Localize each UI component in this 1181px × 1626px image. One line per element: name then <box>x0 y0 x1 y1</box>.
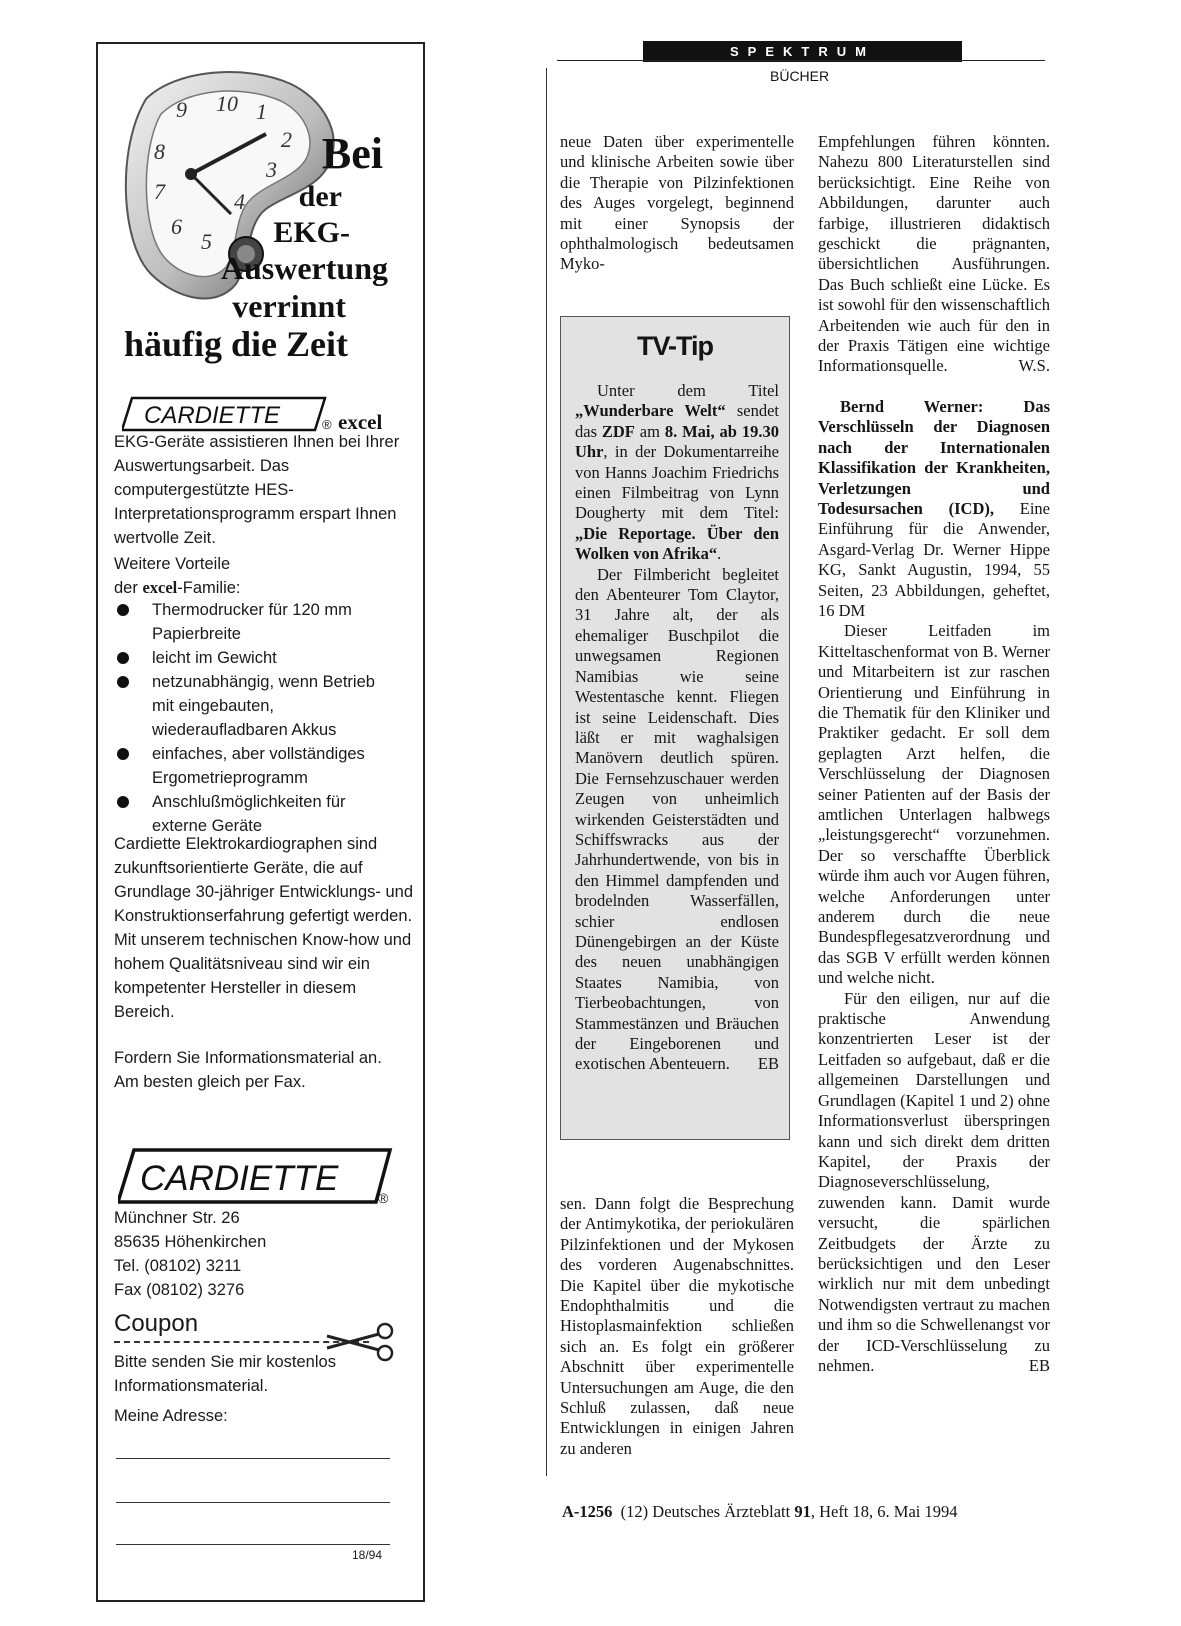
svg-text:5: 5 <box>201 229 212 254</box>
tv-tip-show-title: „Wunderbare Welt“ <box>575 401 726 421</box>
registered-mark-small: ® <box>322 417 332 432</box>
review-2-paragraph-1: Dieser Leitfaden im Kitteltaschenformat von B. Werner und Mitarbeitern ist zur raschen Orientierung und Einführung in die Thematik für den Kliniker und Praktiker gedacht. Er soll dem geplagten Arzt helfen, die Verschlüsselung der Diagnosen seiner Patienten auf der Basis der amtlichen Unterlagen halbwegs „leistungsgerecht“ vorzunehmen. Der so verschaffte Überblick würde ihm auch vor Augen führen, welche Anforderungen unter anderem durch die neue Bundespflegesatzverordnung und das SGB V erfüllt werden können und welche nicht. <box>818 621 1050 988</box>
journal-volume: 91 <box>794 1502 811 1521</box>
advantages-intro-line-2 <box>114 576 414 600</box>
book-title: Bernd Werner: Das Verschlüsseln der Diagnosen nach der Internationalen Klassifikation der Krankheiten, Verletzungen und Todesursachen (ICD), <box>818 396 1050 518</box>
feature-item: Thermodrucker für 120 mm Papierbreite <box>114 598 394 646</box>
tv-tip-paragraph-1 <box>575 381 779 565</box>
coupon-address-line[interactable] <box>116 1544 390 1545</box>
brand-name-large: CARDIETTE <box>140 1159 339 1198</box>
subsection-buecher: BÜCHER <box>770 68 830 84</box>
svg-text:1: 1 <box>256 99 267 124</box>
feature-list <box>114 598 394 838</box>
tv-tip-film-title: „Die Reportage. Über den Wolken von Afrika“ <box>575 523 779 564</box>
header-rule <box>557 60 1045 61</box>
issue-date: , Heft 18, 6. Mai 1994 <box>810 1502 958 1521</box>
coupon-address-label: Meine Adresse: <box>114 1407 228 1425</box>
svg-text:2: 2 <box>281 127 292 152</box>
advantages-intro-line-1: Weitere Vorteile <box>114 555 231 573</box>
review-2-signature: EB <box>1028 1355 1050 1375</box>
tv-tip-text: am <box>634 421 665 441</box>
tv-tip-text: . <box>717 544 722 564</box>
ad-code: 18/94 <box>352 1548 383 1562</box>
headline-line-3: EKG- <box>273 216 350 249</box>
svg-text:4: 4 <box>234 189 245 214</box>
company-text: Cardiette Elektrokardiographen sind zukunftsorientierte Geräte, die auf Grundlage 30-jähriger Entwicklungs- und Konstruktionserfahrung gefertigt werden. Mit unserem technischen Know-how und hohem Qualitätsniveau sind wir ein kompetenter Hersteller in diesem Bereich. <box>114 835 413 1021</box>
svg-text:9: 9 <box>176 97 187 122</box>
address-fax: Fax (08102) 3276 <box>114 1281 245 1299</box>
cardiette-logo-large <box>118 1146 393 1206</box>
svg-text:8: 8 <box>154 139 165 164</box>
column-2 <box>818 132 1050 1376</box>
column-divider <box>546 68 547 1476</box>
tv-tip-box <box>560 316 790 1140</box>
feature-item: Anschlußmöglichkeiten für externe Geräte <box>114 790 394 838</box>
tv-tip-text: sendet das <box>575 401 779 441</box>
feature-item: einfaches, aber vollständiges Ergometrieprogramm <box>114 742 394 790</box>
advantages-intro-excel: excel <box>142 578 178 597</box>
coupon-address-line[interactable] <box>116 1502 390 1503</box>
feature-item: leicht im Gewicht <box>114 646 394 670</box>
headline-line-2: der <box>298 180 342 213</box>
column-1-top-text: neue Daten über experimentelle und klinische Arbeiten sowie über die Therapie von Pilzinfektionen des Auges vorgelegt, beginnend mit einer Synopsis der ophthalmologisch bedeutsamen Myko- <box>560 132 794 274</box>
svg-text:3: 3 <box>266 157 277 182</box>
call-to-action: Fordern Sie Informationsmaterial an. Am besten gleich per Fax. <box>114 1049 382 1091</box>
address-city: 85635 Höhenkirchen <box>114 1233 267 1251</box>
journal-name: (12) Deutsches Ärzteblatt <box>620 1502 795 1521</box>
address-street: Münchner Str. 26 <box>114 1209 240 1227</box>
address-block <box>114 1206 404 1302</box>
page-footer <box>562 1502 957 1522</box>
review-1-end <box>818 132 1050 377</box>
advantages-intro <box>114 552 414 600</box>
tv-tip-text: Unter dem Titel <box>597 381 779 400</box>
review-1-signature: W.S. <box>1018 356 1050 376</box>
tv-tip-body <box>575 381 779 1075</box>
cardiette-logo-small <box>122 395 327 433</box>
coupon-title: Coupon <box>114 1310 199 1337</box>
coupon-text: Bitte senden Sie mir kostenlos Informationsmaterial. <box>114 1353 336 1395</box>
advantages-intro-suffix: -Familie: <box>177 579 241 597</box>
tv-tip-paragraph-2 <box>575 565 779 1075</box>
tv-tip-text: , in der Dokumentarreihe von Hanns Joachim Friedrichs einen Filmbeitrag von Lynn Dougherty mit dem Titel: <box>575 442 779 523</box>
review-2-text: Für den eiligen, nur auf die praktische Anwendung konzentrierten Leser ist der Leitfaden so aufgebaut, daß er die allgemeinen Darstellungen und Grundlagen (Kapitel 1 und 2) ohne Informationsverlust überspringen kann und sich direkt dem dritten Kapitel, der Praxis der Diagnoseverschlüsselung, zuwenden kann. Damit wurde versucht, die spärlichen Zeitbudgets der Ärzte zu berücksichtigen und den Leser wirklich nur mit dem unbedingt Notwendigsten vertraut zu machen und ihm so die Schwellenangst vor der ICD-Verschlüsselung zu nehmen. <box>818 988 1050 1375</box>
ad-intro-text: EKG-Geräte assistieren Ihnen bei Ihrer Auswertungsarbeit. Das computergestützte HES-Interpretationsprogramm erspart Ihnen wertvolle Zeit. <box>114 433 400 547</box>
page-number: A-1256 <box>562 1502 613 1521</box>
advantages-intro-prefix: der <box>114 579 143 597</box>
book-details: Eine Einführung für die Anwender, Asgard-Verlag Dr. Werner Hippe KG, Sankt Augustin, 1994, 55 Seiten, 23 Abbildungen, geheftet, 16 DM <box>818 498 1050 620</box>
product-suffix: excel <box>338 410 383 434</box>
column-1-bottom-text: sen. Dann folgt die Besprechung der Antimykotika, der periokulären Pilzinfektionen und der Mykosen des vorderen Augenabschnittes. Die Kapitel über die mykotische Endophthalmitis und die Histoplasmainfektion schließen sich an. Es folgt ein größerer Abschnitt über experimentelle Untersuchungen am Auge, die den Schluß zulassen, daß neue Entwicklungen in einigen Jahren zu anderen <box>560 1194 794 1458</box>
cardiette-advertisement <box>96 42 425 1602</box>
headline-line-6: häufig die Zeit <box>123 324 348 364</box>
brand-name-small: CARDIETTE <box>144 402 281 429</box>
svg-text:10: 10 <box>216 91 238 116</box>
section-header-spektrum: SPEKTRUM <box>643 41 962 62</box>
review-2-paragraph-2 <box>818 989 1050 1377</box>
book-citation <box>818 397 1050 621</box>
coupon-address-line[interactable] <box>116 1458 390 1459</box>
tv-tip-signature: EB <box>757 1054 779 1074</box>
tv-tip-text: Der Filmbericht begleitet den Abenteurer Tom Claytor, 31 Jahre alt, der als ehemaliger Buschpilot die unwegsamen Regionen Namibias wie seine Westentasche kennt. Fliegen ist seine Leidenschaft. Dies läßt er mit waghalsigen Manövern deutlich spüren. Die Fernsehzuschauer werden Zeugen von unheimlich wirkenden Geisterstädten und Schiffswracks aus der Jahrhundertwende, von bis in den Himmel dampfenden und brodelnden Wasserfällen, schier endlosen Dünengebirgen an der Küste des neuen unabhängigen Staates Namibia, von Tierbeobachtungen, von Stammestänzen und Bräuchen der Eingeborenen und exotischen Abenteuern. <box>575 564 779 1074</box>
tv-tip-channel: ZDF <box>601 421 635 441</box>
tv-tip-date: 8. Mai, ab 19.30 Uhr <box>575 421 779 462</box>
feature-item: netzunabhängig, wenn Betrieb mit eingebauten, wiederaufladbaren Akkus <box>114 670 394 742</box>
svg-text:6: 6 <box>171 214 182 239</box>
headline-line-1: Bei <box>321 129 383 178</box>
headline-line-5: verrinnt <box>232 288 346 324</box>
registered-mark-large: ® <box>378 1190 389 1206</box>
svg-text:7: 7 <box>154 179 165 204</box>
headline-line-4: Auswertung <box>220 250 388 286</box>
tv-tip-title: TV-Tip <box>636 331 713 361</box>
address-phone: Tel. (08102) 3211 <box>114 1257 242 1275</box>
review-1-text: Empfehlungen führen könnten. Nahezu 800 Literaturstellen sind berücksichtigt. Eine Reihe von Abbildungen, darunter auch farbige, illustrieren didaktisch geschickt die prägnanten, übersichtlichen Ausführungen. Das Buch schließt eine Lücke. Es ist sowohl für den wissenschaftlich Arbeitenden wie auch für den in der Praxis Tätigen eine wichtige Informationsquelle. <box>818 132 1050 376</box>
